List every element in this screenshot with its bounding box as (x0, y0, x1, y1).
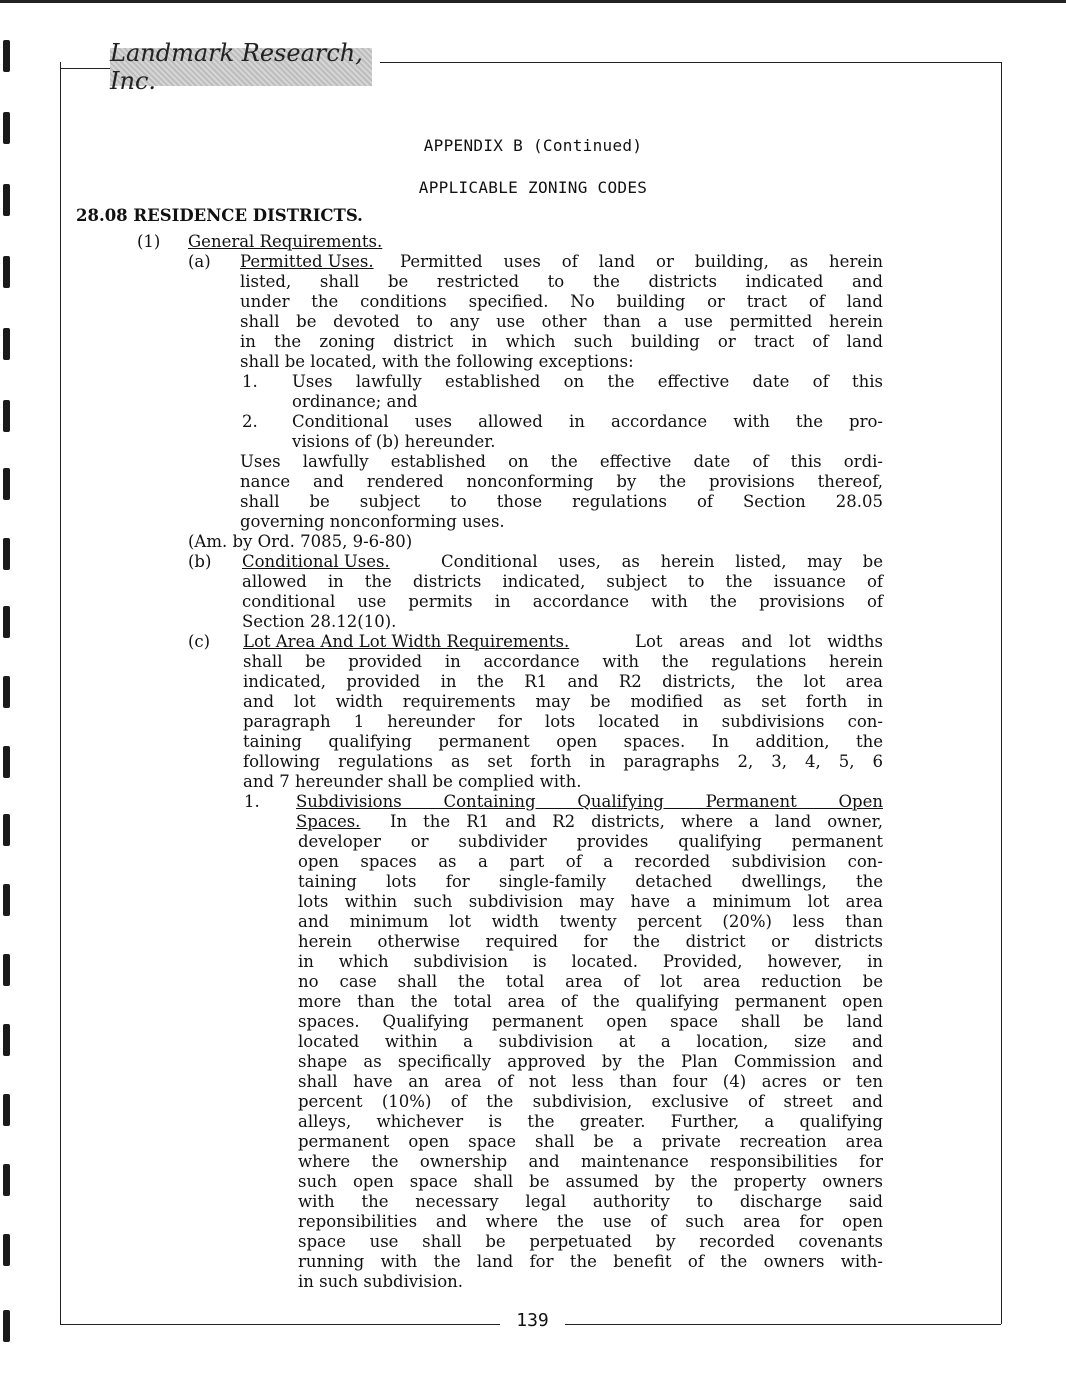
para-b-line: Conditional uses, as herein listed, may be (441, 552, 883, 571)
item1-line: such open space shall be assumed by the property owners (298, 1172, 883, 1191)
list-item-number: 1. (244, 792, 260, 811)
para-a-closing-line: shall be subject to those regulations of Section 28.05 (240, 492, 883, 511)
para-c-line: paragraph 1 hereunder for lots located in subdivisions con- (243, 712, 883, 731)
para-a-closing-line: Uses lawfully established on the effective date of this ordi- (240, 452, 883, 471)
para-b-line: Section 28.12(10). (242, 612, 397, 631)
item1-heading: Subdivisions Containing Qualifying Permanent Open (296, 792, 883, 811)
para-c-label: (c) (188, 632, 211, 651)
section-heading (76, 206, 363, 226)
para-c-heading: Lot Area And Lot Width Requirements. (243, 632, 570, 651)
para-b-line: conditional use permits in accordance with the provisions of (242, 592, 883, 611)
para-a-closing-line: nance and rendered nonconforming by the provisions thereof, (240, 472, 883, 491)
frame-rule (60, 68, 110, 69)
para-c-line: following regulations as set forth in paragraphs 2, 3, 4, 5, 6 (243, 752, 883, 771)
list-item-line: Uses lawfully established on the effective date of this (292, 372, 883, 391)
item1-line: located within a subdivision at a location, size and (298, 1032, 883, 1051)
page-number: 139 (516, 1310, 549, 1331)
para-c-line: and 7 hereunder shall be complied with. (243, 772, 582, 791)
item1-line: spaces. Qualifying permanent open space shall be land (298, 1012, 883, 1031)
para-a-closing-line: governing nonconforming uses. (240, 512, 505, 531)
list-item-line: ordinance; and (292, 392, 418, 411)
binder-hole (3, 954, 10, 986)
binder-hole (3, 1094, 10, 1126)
binder-hole (3, 40, 10, 72)
binder-hole (3, 1234, 10, 1266)
item1-line: herein otherwise required for the district or districts (298, 932, 883, 951)
binder-hole (3, 328, 10, 360)
binder-hole (3, 538, 10, 570)
appendix-title: APPENDIX B (Continued) (423, 136, 643, 155)
list-item-number: 2. (242, 412, 258, 431)
frame-rule (60, 1324, 500, 1325)
binder-hole (3, 1164, 10, 1196)
frame-rule (380, 62, 1001, 63)
item1-line: more than the total area of the qualifying permanent open (298, 992, 883, 1011)
binder-holes (0, 0, 14, 1380)
para-a-line: in the zoning district in which such building or tract of land (240, 332, 883, 351)
frame-rule (565, 1324, 1001, 1325)
item1-line: developer or subdivider provides qualifying permanent (298, 832, 883, 851)
company-logo (110, 39, 372, 95)
para-a-line: listed, shall be restricted to the districts indicated and (240, 272, 883, 291)
subsection-heading: General Requirements. (188, 232, 383, 251)
item1-line: permanent open space shall be a private recreation area (298, 1132, 883, 1151)
binder-hole (3, 400, 10, 432)
item1-line: where the ownership and maintenance responsibilities for (298, 1152, 883, 1171)
binder-hole (3, 468, 10, 500)
item1-line: taining lots for single-family detached dwellings, the (298, 872, 883, 891)
item1-line: in such subdivision. (298, 1272, 463, 1291)
binder-hole (3, 1310, 10, 1342)
binder-hole (3, 1024, 10, 1056)
page-top-edge (0, 0, 1066, 3)
binder-hole (3, 884, 10, 916)
item1-line: in which subdivision is located. Provided, however, in (298, 952, 883, 971)
para-c-line: indicated, provided in the R1 and R2 districts, the lot area (243, 672, 883, 691)
subsection-label: (1) (137, 232, 161, 251)
item1-line: shall have an area of not less than four (4) acres or ten (298, 1072, 883, 1091)
binder-hole (3, 676, 10, 708)
para-b-line: allowed in the districts indicated, subject to the issuance of (242, 572, 883, 591)
item1-line: no case shall the total area of lot area reduction be (298, 972, 883, 991)
list-item-line: Conditional uses allowed in accordance with the pro- (292, 412, 883, 431)
section-number: 28.08 (76, 206, 128, 225)
para-c-line: shall be provided in accordance with the regulations herein (243, 652, 883, 671)
para-a-line: under the conditions specified. No building or tract of land (240, 292, 883, 311)
item1-line: In the R1 and R2 districts, where a land owner, (390, 812, 883, 831)
item1-line: shape as specifically approved by the Plan Commission and (298, 1052, 883, 1071)
para-a-line: shall be located, with the following exceptions: (240, 352, 634, 371)
para-c-line: Lot areas and lot widths (635, 632, 883, 651)
section-name: RESIDENCE DISTRICTS. (133, 206, 363, 225)
item1-line: space use shall be perpetuated by recorded covenants (298, 1232, 883, 1251)
para-b-heading: Conditional Uses. (242, 552, 390, 571)
item1-line: running with the land for the benefit of the owners with- (298, 1252, 883, 1271)
para-a-line: shall be devoted to any use other than a use permitted herein (240, 312, 883, 331)
para-a-line: Permitted uses of land or building, as herein (400, 252, 883, 271)
appendix-subtitle: APPLICABLE ZONING CODES (418, 178, 648, 197)
item1-line: and minimum lot width twenty percent (20%) less than (298, 912, 883, 931)
list-item-number: 1. (242, 372, 258, 391)
binder-hole (3, 814, 10, 846)
para-a-label: (a) (188, 252, 211, 271)
item1-line: percent (10%) of the subdivision, exclusive of street and (298, 1092, 883, 1111)
item1-line: open spaces as a part of a recorded subdivision con- (298, 852, 883, 871)
item1-line: lots within such subdivision may have a minimum lot area (298, 892, 883, 911)
binder-hole (3, 256, 10, 288)
para-a-heading: Permitted Uses. (240, 252, 374, 271)
binder-hole (3, 606, 10, 638)
item1-line: alleys, whichever is the greater. Further, a qualifying (298, 1112, 883, 1131)
list-item-line: visions of (b) hereunder. (292, 432, 496, 451)
company-logo-text: Landmark Research, Inc. (110, 39, 363, 95)
item1-heading-end: Spaces. (296, 812, 361, 831)
para-c-line: taining qualifying permanent open spaces. In addition, the (243, 732, 883, 751)
binder-hole (3, 746, 10, 778)
item1-line: with the necessary legal authority to discharge said (298, 1192, 883, 1211)
para-b-label: (b) (188, 552, 212, 571)
amendment-note: (Am. by Ord. 7085, 9-6-80) (188, 532, 413, 551)
para-c-line: and lot width requirements may be modified as set forth in (243, 692, 883, 711)
item1-line: reponsibilities and where the use of such area for open (298, 1212, 883, 1231)
